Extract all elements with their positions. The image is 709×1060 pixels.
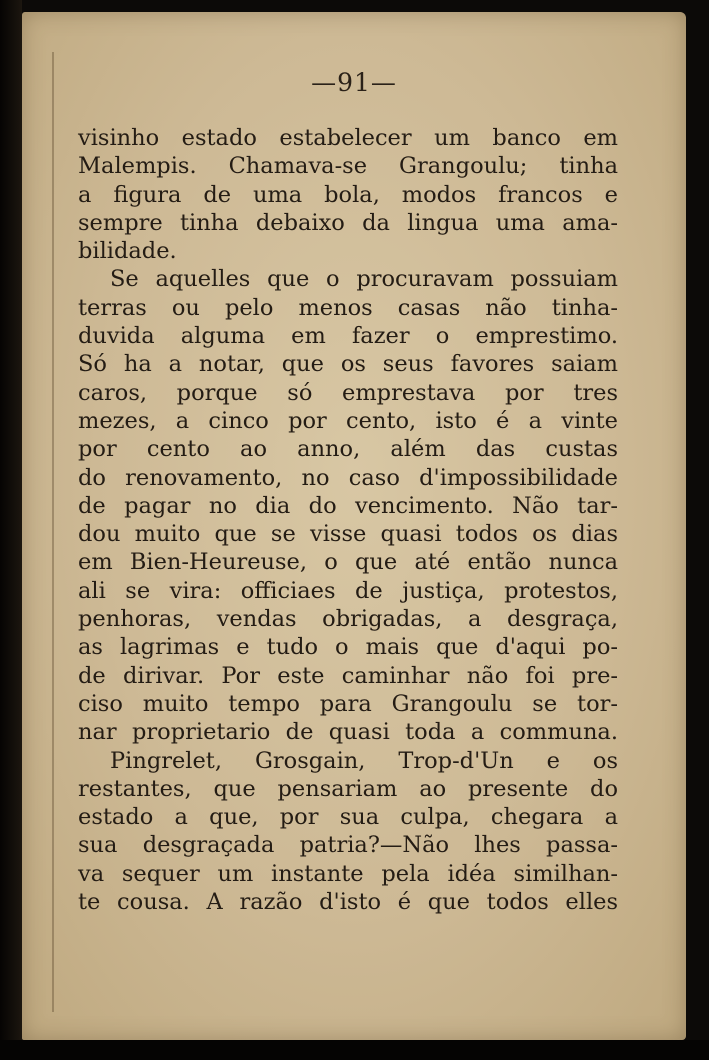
book-page (22, 12, 686, 1040)
text-line: as lagrimas e tudo o mais que d'aqui po- (78, 634, 618, 661)
text-line: visinho estado estabelecer um banco em (78, 125, 618, 151)
text-line: do renovamento, no caso d'impossibilidade (78, 464, 618, 491)
text-line: Pingrelet, Grosgain, Trop-d'Un e os (110, 747, 618, 774)
body-text (78, 124, 618, 916)
text-line: penhoras, vendas obrigadas, a desgraça, (78, 606, 618, 633)
text-line: por cento ao anno, além das custas (78, 436, 618, 463)
text-line: ali se vira: officiaes de justiça, protestos, (78, 577, 618, 604)
page-number: —91— (311, 68, 397, 97)
text-line: restantes, que pensariam ao presente do (78, 775, 618, 802)
text-line: dou muito que se visse quasi todos os dias (78, 521, 618, 548)
text-line: va sequer um instante pela idéa similhan- (78, 860, 618, 887)
text-line: de dirivar. Por este caminhar não foi pre- (78, 662, 618, 689)
text-line: em Bien-Heureuse, o que até então nunca (78, 549, 618, 576)
text-line: sempre tinha debaixo da lingua uma ama- (78, 209, 618, 236)
text-line: ciso muito tempo para Grangoulu se tor- (78, 690, 618, 717)
page-edge-line (52, 52, 54, 1012)
text-line: Malempis. Chamava-se Grangoulu; tinha (78, 153, 618, 180)
text-line: de pagar no dia do vencimento. Não tar- (78, 492, 618, 519)
text-line: bilidade. (78, 238, 177, 265)
text-line: estado a que, por sua culpa, chegara a (78, 804, 618, 831)
text-line: a figura de uma bola, modos francos e (78, 181, 618, 208)
book-gutter-shadow (0, 0, 22, 1060)
text-line: duvida alguma em fazer o emprestimo. (78, 323, 618, 350)
text-line: mezes, a cinco por cento, isto é a vinte (78, 407, 618, 434)
text-line: caros, porque só emprestava por tres (78, 379, 618, 406)
scan-bottom-border (0, 1040, 709, 1060)
text-line: sua desgraçada patria?—Não lhes passa- (78, 832, 618, 859)
text-line: terras ou pelo menos casas não tinha- (78, 294, 618, 321)
text-line: Se aquelles que o procuravam possuiam (110, 266, 618, 293)
text-line: nar proprietario de quasi toda a communa. (78, 719, 618, 746)
text-line: Só ha a notar, que os seus favores saiam (78, 351, 618, 378)
text-line: te cousa. A razão d'isto é que todos elles (78, 889, 618, 916)
